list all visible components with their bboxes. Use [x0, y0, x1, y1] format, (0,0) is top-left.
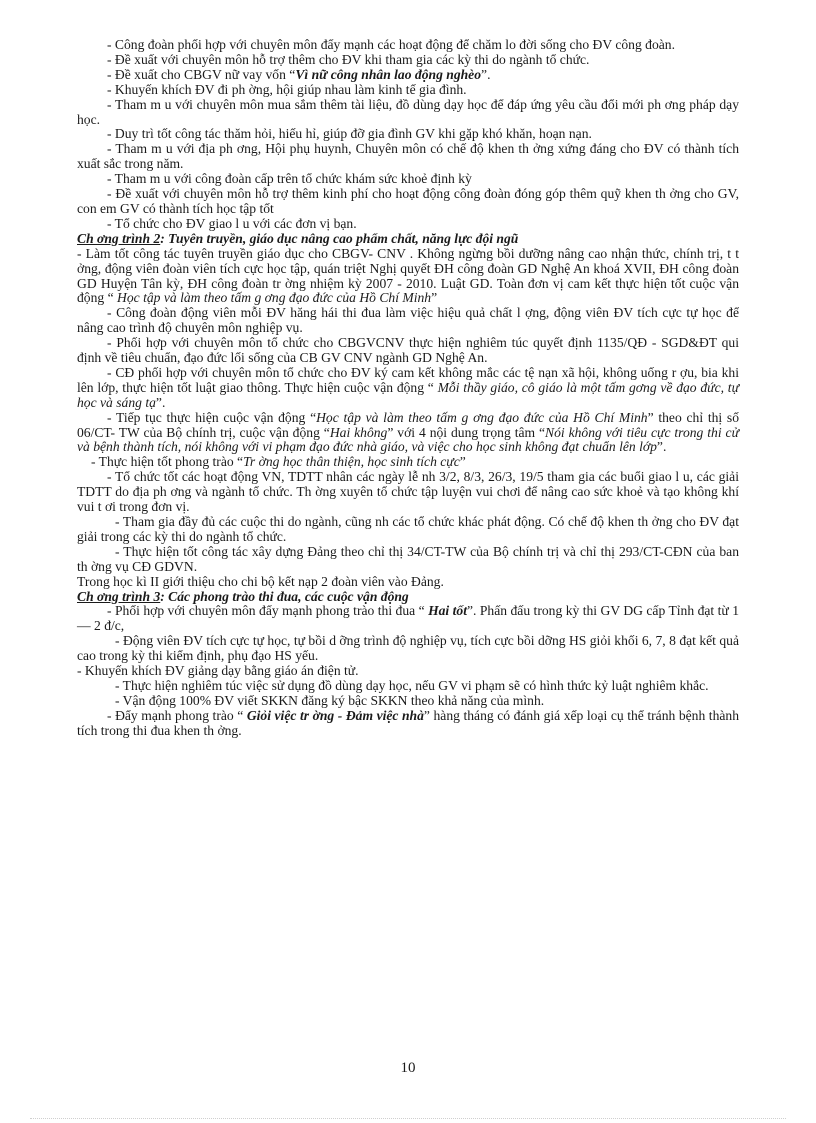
text-run: - Khuyến khích ĐV giảng dạy bằng giáo án điện tử. [77, 663, 359, 679]
text-run: - Tổ chức tốt các hoạt động VN, TDTT nhân các ngày lễ nh 3/2, 8/3, 26/3, 19/5 tham gia các buổi giao l u, các giải TDTT do địa ph ơng và ngành tổ chức. Th ờng xuyên tổ chức tập luyện vui chơi để nâng cao sức khoẻ và tạo không khí vui t ơi trong đơn vị. [77, 469, 739, 515]
text-run: - Công đoàn động viên mỗi ĐV hăng hái thi đua làm việc hiệu quả chất l ợng, động viên ĐV tích cực tự học để nâng cao trình độ chuyên môn nghiệp vụ. [77, 305, 739, 336]
text-run: : Tuyên truyền, giáo dục nâng cao phẩm chất, năng lực đội ngũ [160, 230, 519, 246]
paragraph [77, 142, 739, 172]
paragraph [77, 575, 739, 590]
paragraph [77, 53, 739, 68]
text-run: - Thực hiện tốt phong trào “ [91, 454, 244, 470]
text-run: - Công đoàn phối hợp với chuyên môn đẩy mạnh các hoạt động để chăm lo đời sống cho ĐV công đoàn. [107, 37, 675, 52]
paragraph [77, 172, 739, 187]
paragraph [77, 83, 739, 98]
text-run: - Tiếp tục thực hiện cuộc vận động “ [107, 409, 317, 425]
text-run: - Tổ chức cho ĐV giao l u với các đơn vị bạn. [107, 215, 357, 231]
text-run: - Tham m u với chuyên môn mua sắm thêm tài liệu, đồ dùng dạy học để đáp ứng yêu cầu đổi mới ph ơng pháp dạy học. [77, 96, 739, 127]
text-run: - Đề xuất với chuyên môn hỗ trợ thêm kinh phí cho hoạt động công đoàn đóng góp thêm quỹ khen th ởng cho GV, con em GV có thành tích học tập tốt [77, 186, 739, 216]
text-run: - Đề xuất cho CBGV nữ vay vốn “ [107, 66, 296, 82]
paragraph [77, 664, 739, 679]
paragraph [77, 247, 739, 307]
paragraph [77, 187, 739, 217]
footer-rule [30, 1118, 786, 1119]
text-run: ”. Phấn đấu trong kỳ thi GV DG cấp Tỉnh đạt từ 1 — 2 đ/c, [77, 603, 739, 634]
paragraph [77, 694, 739, 709]
text-run: : Các phong trào thi đua, các cuộc vận động [160, 588, 409, 604]
text-run: Mỗi thầy giáo, cô giáo là một tấm gơng về đạo đức, tự học và sáng tạ [77, 379, 739, 410]
paragraph [77, 604, 739, 634]
text-run: ” với 4 nội dung trọng tâm “ [387, 424, 546, 440]
text-run: ”. [155, 394, 166, 410]
text-run: - Thực hiện nghiêm túc việc sử dụng đồ dùng dạy học, nếu GV vi phạm sẽ có hình thức kỷ luật nghiêm khắc. [115, 677, 709, 693]
text-run: ” theo chỉ thị số 06/CT- TW của Bộ chính trị, cuộc vận động “ [77, 409, 740, 440]
text-run: - Khuyến khích ĐV đi ph ờng, hội giúp nhau làm kinh tế gia đình. [107, 81, 467, 97]
text-run: Học tập và làm theo tấm g ơng đạo đức của Hồ Chí Minh [117, 290, 432, 306]
paragraph [77, 411, 739, 456]
text-run: - Tham m u với công đoàn cấp trên tổ chức khám sức khoẻ định kỳ [107, 171, 472, 187]
text-run: Hai tốt [428, 603, 467, 619]
text-run: - CĐ phối hợp với chuyên môn tổ chức cho ĐV ký cam kết không mắc các tệ nạn xã hội, không uống r ợu, bia khi lên lớp, thực hiện tốt luật giao thông. Thực hiện cuộc vận động “ [77, 364, 739, 395]
text-run: Nói không với tiêu cực trong thi cử và bệnh thành tích, nói không với vi phạm đạo đức nhà giáo, và việc cho học sinh không đạt chuẩn lên lớp [77, 424, 739, 455]
text-run: ”. [656, 439, 667, 455]
text-run: - Đẩy mạnh phong trào “ [107, 707, 247, 723]
page-number: 10 [400, 1060, 416, 1076]
paragraph [77, 98, 739, 128]
section-heading [77, 590, 739, 605]
text-run: Học tập và làm theo tấm g ơng đạo đức của Hồ Chí Minh [316, 409, 648, 425]
text-run: Ch ơng trình 3 [77, 588, 161, 604]
paragraph [77, 515, 739, 545]
text-run: Ch ơng trình 2 [77, 230, 161, 246]
text-run: - Tham gia đầy đủ các cuộc thi do ngành, cũng nh các tổ chức khác phát động. Có chế độ khen th ởng cho ĐV đạt giải trong các kỳ thi do ngành tổ chức. [77, 514, 739, 544]
paragraph [77, 306, 739, 336]
text-run: ” hàng tháng có đánh giá xếp loại cụ thể tránh bệnh thành tích trong thi đua khen th ởng. [77, 707, 740, 738]
paragraph [77, 470, 739, 515]
paragraph [77, 366, 739, 411]
paragraph [77, 336, 739, 366]
section-heading [77, 232, 739, 247]
text-run: Trong học kì II giới thiệu cho chi bộ kết nạp 2 đoàn viên vào Đảng. [77, 573, 444, 589]
text-run: - Thực hiện tốt công tác xây dựng Đảng theo chỉ thị 34/CT-TW của Bộ chính trị và chỉ thị 293/CT-CĐN của ban th ờng vụ CĐ GDVN. [77, 543, 739, 574]
text-run: - Làm tốt công tác tuyên truyền giáo dục cho CBGV- CNV . Không ngừng bồi dưỡng nâng cao nhận thức, chính trị, t t ởng, động viên đoàn viên tích cực học tập, quán triệt Nghị quyết ĐH công đoàn GD Nghệ An khoá XVII, ĐH công đoàn GD Huyện Tân kỳ, ĐH công đoàn tr ờng nhiệm kỳ 2007 - 2010. Luật GD. Toàn đơn vị cam kết thực hiện tốt cuộc vận động “ [77, 245, 739, 306]
text-run: - Phối hợp với chuyên môn tổ chức cho CBGVCNV thực hiện nghiêm túc quyết định 1135/QĐ - SGD&ĐT qui định về tiêu chuẩn, đạo đức lối sống của CB GV CNV ngành GD Nghệ An. [77, 335, 739, 366]
paragraph [77, 455, 739, 470]
text-run: - Duy trì tốt công tác thăm hỏi, hiếu hỉ, giúp đỡ gia đình GV khi gặp khó khăn, hoạn nạn. [107, 126, 592, 142]
text-run: - Vận động 100% ĐV viết SKKN đăng ký bậc SKKN theo khả năng của mình. [115, 692, 545, 708]
text-run: - Đề xuất với chuyên môn hỗ trợ thêm cho ĐV khi tham gia các kỳ thi do ngành tổ chức. [107, 51, 590, 67]
text-run: Tr ờng học thân thiện, học sinh tích cực [243, 454, 460, 470]
text-run: ” [459, 454, 466, 470]
paragraph [77, 217, 739, 232]
text-run: Hai không [329, 424, 388, 440]
text-run: - Động viên ĐV tích cực tự học, tự bồi d ỡng trình độ nghiệp vụ, tích cực bồi dỡng HS giỏi khối 6, 7, 8 đạt kết quả cao trong kỳ thi kiểm định, phụ đạo HS yếu. [77, 633, 739, 664]
paragraph [77, 127, 739, 142]
paragraph [77, 709, 739, 739]
text-run: - Phối hợp với chuyên môn đẩy mạnh phong trào thi đua “ [107, 603, 429, 619]
text-run: ” [431, 290, 438, 306]
document-page [77, 38, 739, 739]
text-run: Vì nữ công nhân lao động nghèo [295, 66, 482, 82]
paragraph [77, 38, 739, 53]
paragraph [77, 679, 739, 694]
paragraph [77, 634, 739, 664]
paragraph [77, 68, 739, 83]
text-run: ”. [481, 66, 491, 82]
text-run: Giỏi việc tr ờng - Đảm việc nhà [246, 707, 424, 723]
paragraph [77, 545, 739, 575]
text-run: - Tham m u với địa ph ơng, Hội phụ huynh, Chuyên môn có chế độ khen th ởng xứng đáng cho ĐV có thành tích xuất sắc trong năm. [77, 141, 739, 172]
